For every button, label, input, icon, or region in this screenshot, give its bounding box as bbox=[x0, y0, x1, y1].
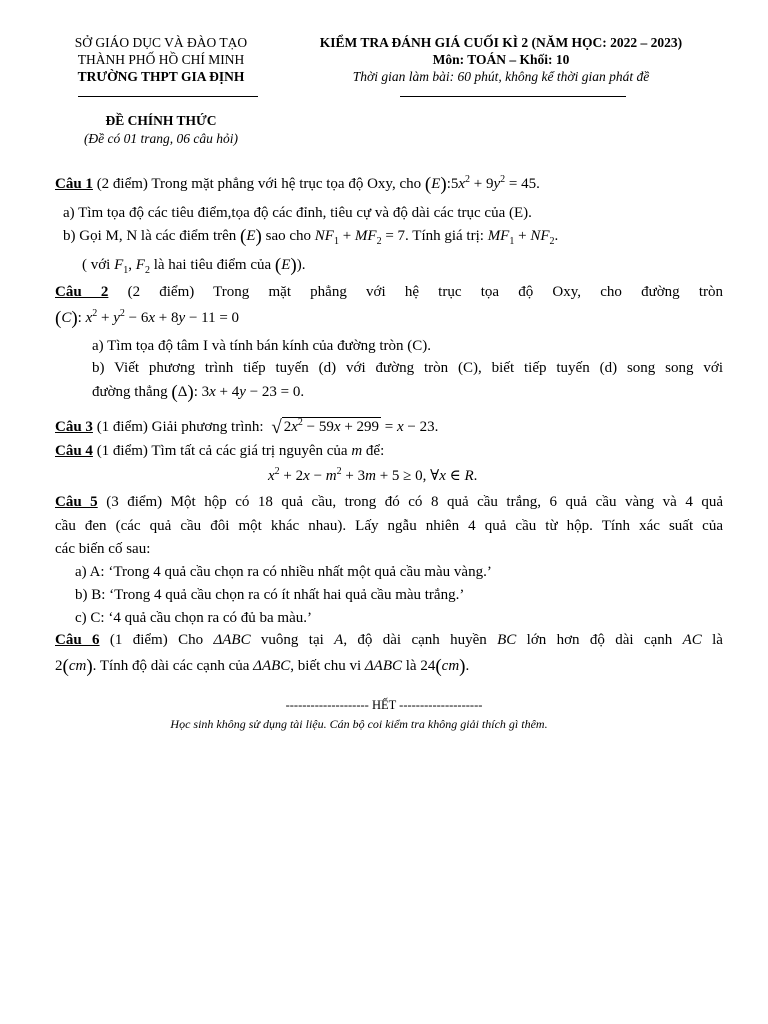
exam-title: KIỂM TRA ĐÁNH GIÁ CUỐI KÌ 2 (NĂM HỌC: 2022 – 2023) bbox=[319, 35, 683, 50]
q5-part-b: b) B: ‘Trong 4 quả cầu chọn ra có ít nhất hai quả cầu màu trắng.’ bbox=[75, 587, 465, 603]
q3-label: Câu 3 bbox=[55, 419, 93, 435]
end-mark: -------------------- HẾT -------------------- bbox=[285, 698, 483, 712]
q5-label: Câu 5 bbox=[55, 494, 98, 510]
q4-line: Câu 4 (1 điểm) Tìm tất cả các giá trị nguyên của m để: bbox=[55, 443, 385, 459]
q5-line-2: cầu đen (các quả cầu đôi một khác nhau). Lấy ngẫu nhiên 4 quả cầu từ hộp. Tính xác suất của bbox=[55, 518, 723, 534]
q6-line-2: 2(cm). Tính độ dài các cạnh của ΔABC, biết chu vi ΔABC là 24(cm). bbox=[55, 656, 470, 677]
q5-part-c: c) C: ‘4 quả cầu chọn ra có đủ ba màu.’ bbox=[75, 610, 312, 626]
pages-note: (Đề có 01 trang, 06 câu hỏi) bbox=[83, 131, 239, 146]
header-left bbox=[50, 34, 272, 85]
radical-expression: √ $2x^2 - 59x + 299$ bbox=[271, 417, 380, 438]
circle-equation: (C): $x^2 + y^2 - 6x + 8y - 11 = 0$ bbox=[55, 308, 240, 329]
q1-note: ( với $F_1$, $F_2$ là hai tiêu điểm của (E)). bbox=[82, 255, 306, 276]
q1-part-a: a) Tìm tọa độ các tiêu điểm,tọa độ các đỉnh, tiêu cự và độ dài các trục của (E). bbox=[63, 205, 532, 221]
ellipse-equation: $(E):5x^2 + 9y^2 = 45$. bbox=[424, 174, 540, 195]
q5-line-1: Câu 5 (3 điểm) Một hộp có 18 quả cầu, trong đó có 8 quả cầu trắng, 6 quả cầu vàng và 4 quả bbox=[55, 494, 723, 510]
time-note: Thời gian làm bài: 60 phút, không kể thời gian phát đề bbox=[352, 69, 650, 84]
q2-line-1: Câu 2 (2 điểm) Trong mặt phẳng với hệ trục tọa độ Oxy, cho đường tròn bbox=[55, 284, 723, 300]
subject-line: Môn: TOÁN – Khối: 10 bbox=[432, 52, 570, 67]
q6-line-1: Câu 6 (1 điểm) Cho ΔABC vuông tại A, độ dài cạnh huyền BC lớn hơn độ dài cạnh AC là bbox=[55, 632, 723, 648]
q4-label: Câu 4 bbox=[55, 443, 93, 459]
header-right bbox=[282, 34, 720, 85]
q2-part-b-line-1: b) Viết phương trình tiếp tuyến (d) với đường tròn (C), biết tiếp tuyến (d) song song với bbox=[92, 360, 723, 376]
q1-part-b: b) Gọi M, N là các điểm trên (E) sao cho $NF_1 + MF_2 = 7$. Tính giá trị: $MF_1 + NF_2$. bbox=[63, 226, 559, 247]
q3-line: Câu 3 (1 điểm) Giải phương trình: √ $2x^2 - 59x + 299 = x - 23$. bbox=[55, 417, 439, 438]
q5-line-3: các biến cố sau: bbox=[55, 541, 151, 557]
q5-part-a: a) A: ‘Trong 4 quả cầu chọn ra có nhiều nhất một quả cầu màu vàng.’ bbox=[75, 564, 492, 580]
department-line-2: THÀNH PHỐ HỒ CHÍ MINH bbox=[77, 52, 245, 67]
school-name: TRƯỜNG THPT GIA ĐỊNH bbox=[77, 69, 245, 84]
q1-label: Câu 1 bbox=[55, 176, 93, 192]
school-underline bbox=[78, 96, 258, 97]
q6-label: Câu 6 bbox=[55, 632, 100, 648]
q2-part-b-line-2: đường thẳng (Δ): 3x + 4y − 23 = 0. bbox=[92, 382, 305, 403]
header-right-underline bbox=[400, 96, 626, 97]
footer-note: Học sinh không sử dụng tài liệu. Cán bộ coi kiểm tra không giải thích gì thêm. bbox=[170, 717, 548, 731]
department-line-1: SỞ GIÁO DỤC VÀ ĐÀO TẠO bbox=[74, 35, 248, 50]
q2-label: Câu 2 bbox=[55, 284, 109, 300]
q2-part-a: a) Tìm tọa độ tâm I và tính bán kính của đường tròn (C). bbox=[92, 338, 432, 354]
q1-line-1: Câu 1 (2 điểm) Trong mặt phẳng với hệ trục tọa độ Oxy, cho $(E):5x^2 + 9y^2 = 45$. bbox=[55, 174, 540, 195]
inequality: $x^2 + 2x - m^2 + 3m + 5 \ge 0$, ∀x ∈ R. bbox=[268, 466, 478, 484]
official-label: ĐỀ CHÍNH THỨC bbox=[105, 113, 217, 128]
